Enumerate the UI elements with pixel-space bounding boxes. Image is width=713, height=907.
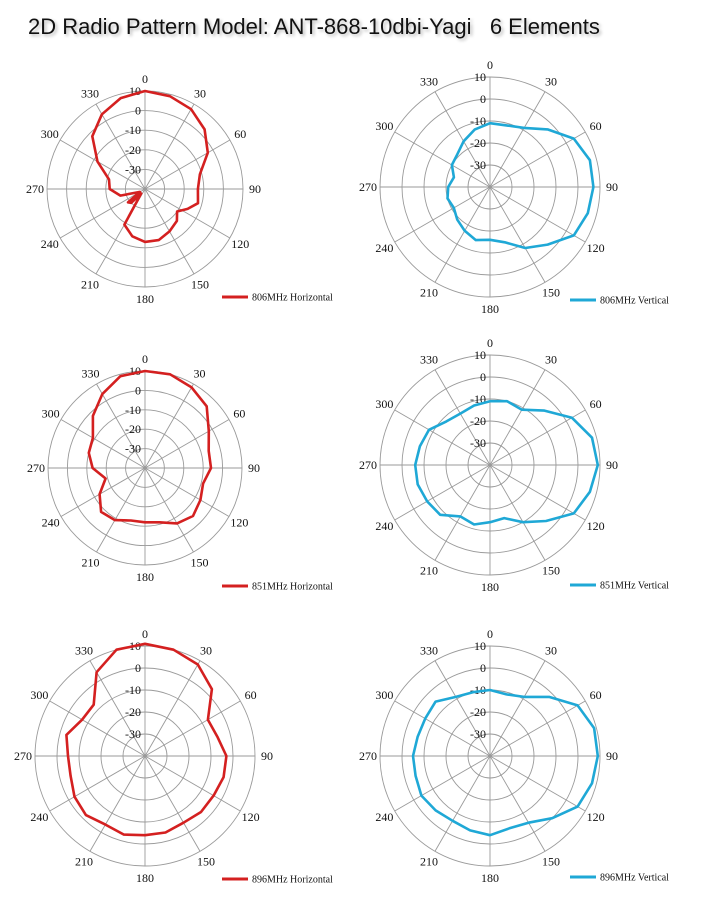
angle-tick-label: 0 <box>142 72 148 86</box>
grid-spoke <box>145 468 229 517</box>
angle-tick-label: 270 <box>359 749 377 763</box>
radial-tick-label: -20 <box>470 414 486 428</box>
angle-tick-label: 150 <box>542 563 560 578</box>
angle-tick-label: 210 <box>81 555 100 570</box>
radial-tick-label: -30 <box>470 158 486 172</box>
grid-spoke <box>490 370 545 465</box>
angle-tick-label: 30 <box>193 366 206 381</box>
angle-tick-label: 60 <box>234 127 247 141</box>
radial-tick-label: 10 <box>129 84 141 98</box>
polar-chart-2 <box>359 58 669 316</box>
angle-tick-label: 60 <box>589 119 602 133</box>
angle-tick-label: 150 <box>191 277 209 292</box>
radial-tick-label: -10 <box>125 683 141 697</box>
angle-tick-label: 0 <box>487 58 493 72</box>
grid-spoke <box>490 187 585 242</box>
angle-tick-label: 300 <box>375 119 394 133</box>
angle-tick-label: 330 <box>420 74 438 89</box>
grid-spoke <box>490 132 585 187</box>
angle-tick-label: 330 <box>420 643 438 658</box>
angle-tick-label: 60 <box>233 406 246 421</box>
angle-tick-label: 240 <box>30 810 49 824</box>
radial-tick-label: 10 <box>129 639 141 653</box>
radial-tick-label: 0 <box>135 103 141 118</box>
grid-spoke <box>90 756 145 851</box>
angle-tick-label: 60 <box>589 397 602 411</box>
grid-spoke <box>145 701 240 756</box>
angle-tick-label: 330 <box>75 643 93 658</box>
angle-tick-label: 330 <box>81 86 99 101</box>
angle-tick-label: 210 <box>420 563 438 578</box>
grid-spoke <box>435 187 490 282</box>
radial-tick-label: 10 <box>474 70 486 84</box>
angle-tick-label: 120 <box>586 241 605 255</box>
angle-tick-label: 30 <box>545 352 557 367</box>
radial-tick-label: 0 <box>135 661 141 675</box>
grid-spoke <box>145 140 230 189</box>
angle-tick-label: 0 <box>487 627 493 641</box>
grid-spoke <box>395 465 490 520</box>
radial-tick-label: -20 <box>470 705 486 719</box>
series-line <box>66 644 226 835</box>
radial-tick-label: -20 <box>125 142 141 157</box>
radial-tick-label: -30 <box>125 441 141 456</box>
angle-tick-label: 90 <box>248 461 260 475</box>
angle-tick-label: 150 <box>542 285 560 300</box>
angle-tick-label: 120 <box>231 237 250 251</box>
radial-tick-label: -30 <box>125 162 141 177</box>
grid-spoke <box>490 661 545 756</box>
radial-tick-label: -10 <box>470 114 486 128</box>
legend-label: 806MHz Vertical <box>600 295 669 307</box>
radial-tick-label: 10 <box>474 348 486 362</box>
radial-tick-label: -30 <box>125 727 141 741</box>
angle-tick-label: 180 <box>481 580 499 594</box>
angle-tick-label: 90 <box>249 182 261 196</box>
polar-chart-1 <box>26 72 333 306</box>
angle-tick-label: 330 <box>420 352 438 367</box>
angle-tick-label: 120 <box>586 519 605 533</box>
page-title: 2D Radio Pattern Model: ANT-868-10dbi-Yagi 6 Elements <box>28 14 600 39</box>
angle-tick-label: 150 <box>190 555 209 570</box>
radial-tick-label: -20 <box>125 705 141 719</box>
grid-spoke <box>145 756 200 851</box>
angle-tick-label: 30 <box>545 643 557 658</box>
radial-tick-label: -10 <box>125 123 141 138</box>
angle-tick-label: 120 <box>241 810 260 824</box>
grid-spoke <box>435 465 490 560</box>
angle-tick-label: 150 <box>542 854 560 869</box>
angle-tick-label: 270 <box>14 749 32 763</box>
angle-tick-label: 270 <box>359 180 377 194</box>
radial-tick-label: 0 <box>480 370 486 384</box>
radial-tick-label: 10 <box>474 639 486 653</box>
radial-tick-label: 0 <box>135 383 141 398</box>
radial-tick-label: 0 <box>480 661 486 675</box>
radial-tick-label: 0 <box>480 92 486 106</box>
grid-spoke <box>395 187 490 242</box>
angle-tick-label: 30 <box>545 74 557 89</box>
grid-spoke <box>490 92 545 187</box>
angle-tick-label: 90 <box>606 180 618 194</box>
angle-tick-label: 90 <box>261 749 273 763</box>
angle-tick-label: 300 <box>30 688 49 702</box>
angle-tick-label: 270 <box>27 461 45 475</box>
grid-spoke <box>60 189 145 238</box>
angle-tick-label: 210 <box>420 285 438 300</box>
angle-tick-label: 210 <box>75 854 93 869</box>
angle-tick-label: 240 <box>41 515 60 530</box>
grid-spoke <box>145 104 194 189</box>
legend-label: 851MHz Horizontal <box>252 581 333 593</box>
grid-spoke <box>490 756 545 851</box>
grid-spoke <box>490 701 585 756</box>
grid-spoke <box>145 661 200 756</box>
angle-tick-label: 120 <box>230 515 249 530</box>
legend-label: 806MHz Horizontal <box>252 292 333 304</box>
legend-label: 896MHz Vertical <box>600 872 669 884</box>
radial-tick-label: 10 <box>129 364 141 378</box>
angle-tick-label: 180 <box>136 570 154 584</box>
grid-spoke <box>490 756 585 811</box>
grid-spoke <box>435 756 490 851</box>
radial-tick-label: -10 <box>470 392 486 406</box>
angle-tick-label: 180 <box>136 292 154 306</box>
angle-tick-label: 240 <box>375 810 394 824</box>
angle-tick-label: 270 <box>26 182 44 196</box>
polar-chart-5 <box>14 627 333 886</box>
legend-label: 851MHz Vertical <box>600 580 669 592</box>
radial-tick-label: -20 <box>470 136 486 150</box>
polar-chart-6 <box>359 627 669 885</box>
grid-spoke <box>145 189 230 238</box>
angle-tick-label: 150 <box>197 854 215 869</box>
grid-spoke <box>50 756 145 811</box>
angle-tick-label: 240 <box>375 519 394 533</box>
angle-tick-label: 300 <box>40 127 59 141</box>
angle-tick-label: 300 <box>41 406 60 421</box>
grid-spoke <box>490 465 585 520</box>
angle-tick-label: 60 <box>589 688 602 702</box>
grid-spoke <box>490 187 545 282</box>
angle-tick-label: 30 <box>194 86 206 101</box>
angle-tick-label: 0 <box>487 336 493 350</box>
angle-tick-label: 300 <box>375 397 394 411</box>
radial-tick-label: -30 <box>470 436 486 450</box>
angle-tick-label: 0 <box>142 627 148 641</box>
angle-tick-label: 240 <box>375 241 394 255</box>
series-line <box>89 371 211 523</box>
angle-tick-label: 90 <box>606 458 618 472</box>
angle-tick-label: 180 <box>481 302 499 316</box>
polar-chart-4 <box>359 336 669 594</box>
angle-tick-label: 90 <box>606 749 618 763</box>
grid-spoke <box>145 468 194 552</box>
angle-tick-label: 330 <box>81 366 100 381</box>
radial-tick-label: -10 <box>470 683 486 697</box>
angle-tick-label: 180 <box>136 871 154 885</box>
angle-tick-label: 60 <box>244 688 257 702</box>
angle-tick-label: 300 <box>375 688 394 702</box>
radial-tick-label: -20 <box>125 422 141 437</box>
grid-spoke <box>145 420 229 469</box>
angle-tick-label: 0 <box>142 352 148 366</box>
grid-spoke <box>145 384 194 468</box>
grid-spoke <box>490 465 545 560</box>
polar-chart-3 <box>27 352 333 593</box>
radial-tick-label: -30 <box>470 727 486 741</box>
angle-tick-label: 120 <box>586 810 605 824</box>
legend-label: 896MHz Horizontal <box>252 874 333 886</box>
angle-tick-label: 180 <box>481 871 499 885</box>
grid-spoke <box>395 756 490 811</box>
radial-tick-label: -10 <box>125 402 141 417</box>
angle-tick-label: 210 <box>420 854 438 869</box>
series-line <box>92 91 208 242</box>
angle-tick-label: 270 <box>359 458 377 472</box>
angle-tick-label: 240 <box>40 237 59 251</box>
angle-tick-label: 210 <box>81 277 99 292</box>
angle-tick-label: 30 <box>200 643 212 658</box>
